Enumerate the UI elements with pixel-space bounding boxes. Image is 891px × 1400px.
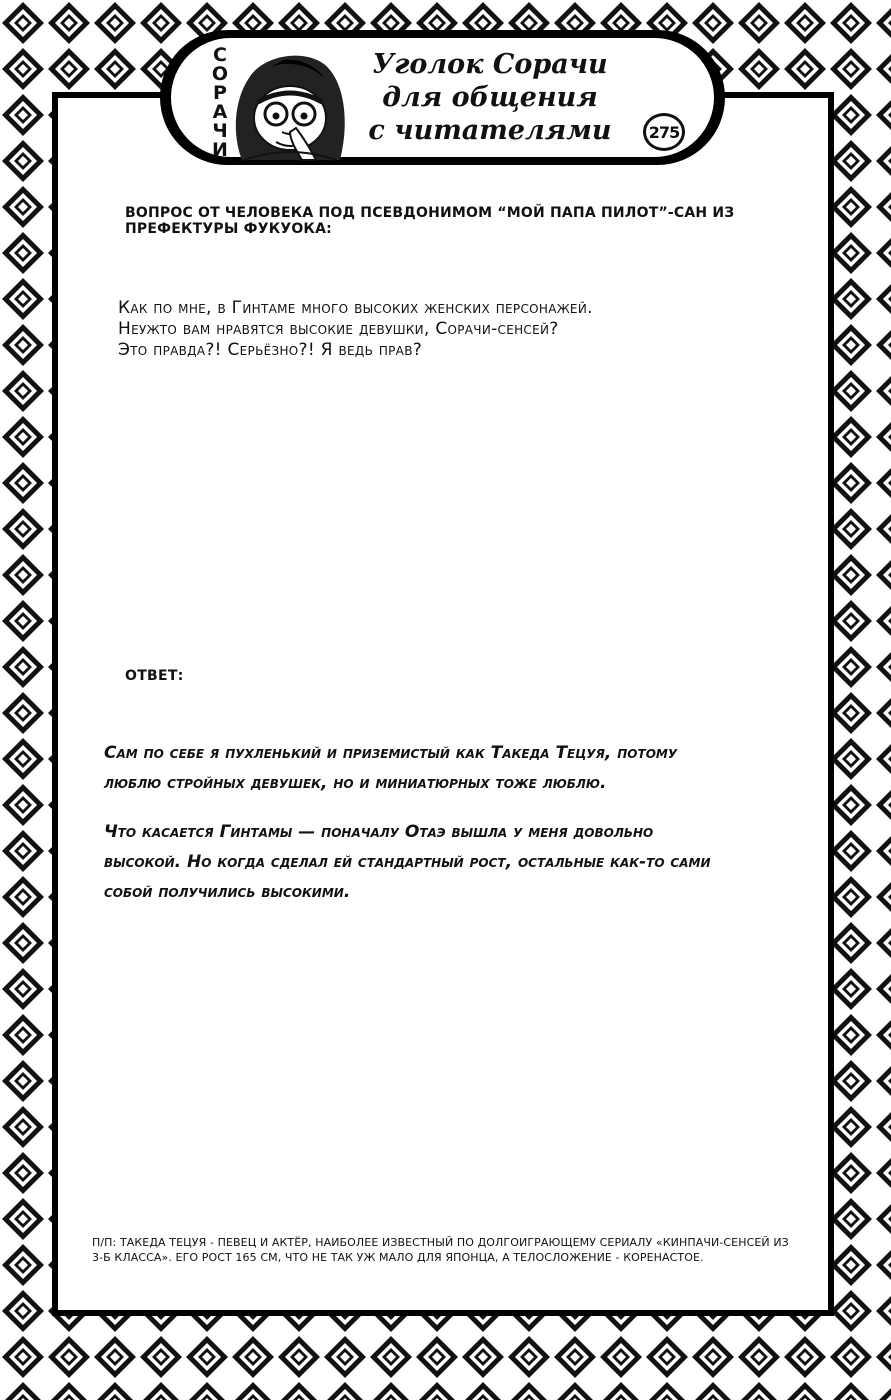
title-line: Уголок Сорачи bbox=[372, 49, 608, 80]
footnote-line: П/П: ТАКЕДА ТЕЦУЯ - ПЕВЕЦ И АКТЁР, НАИБОЛЕЕ ИЗВЕСТНЫЙ ПО ДОЛГОИГРАЮЩЕМУ СЕРИАЛУ «КИНПАЧИ-СЕНСЕЙ ИЗ bbox=[92, 1236, 789, 1249]
question-line: Неужто вам нравятся высокие девушки, Сорачи-сенсей? bbox=[118, 319, 559, 339]
answer-body bbox=[104, 738, 804, 926]
answer-line: Что касается Гинтамы — поначалу Отаэ вышла у меня довольно bbox=[104, 822, 654, 842]
side-label-letter: Ч bbox=[212, 120, 228, 142]
side-label-letter: А bbox=[212, 101, 228, 123]
question-line: Это правда?! Серьёзно?! Я ведь прав? bbox=[118, 340, 423, 360]
header-title bbox=[360, 48, 620, 147]
answer-line: люблю стройных девушек, но и миниатюрных тоже люблю. bbox=[104, 773, 607, 793]
issue-number-badge: 275 bbox=[643, 113, 685, 151]
answer-line: Сам по себе я пухленький и приземистый как Такеда Тецуя, потому bbox=[104, 743, 678, 763]
footnote-line: 3-Б КЛАССА». ЕГО РОСТ 165 СМ, ЧТО НЕ ТАК УЖ МАЛО ДЛЯ ЯПОНЦА, А ТЕЛОСЛОЖЕНИЕ - КОРЕНАСТОЕ. bbox=[92, 1251, 704, 1264]
answer-line: собой получились высокими. bbox=[104, 882, 351, 902]
answer-paragraph bbox=[104, 817, 804, 907]
answer-line: высокой. Но когда сделал ей стандартный рост, остальные как-то сами bbox=[104, 852, 711, 872]
side-label-letter: С bbox=[213, 44, 227, 66]
side-label-letter: О bbox=[211, 63, 229, 85]
answer-paragraph bbox=[104, 738, 804, 798]
side-label-letter: Р bbox=[213, 82, 227, 104]
question-label-line: ПРЕФЕКТУРЫ ФУКУОКА: bbox=[125, 221, 332, 237]
side-label-letter: И bbox=[212, 139, 228, 161]
translator-footnote bbox=[92, 1235, 812, 1265]
gorilla-avatar-icon bbox=[224, 40, 354, 162]
content-panel bbox=[52, 92, 834, 1316]
question-body bbox=[118, 298, 798, 361]
title-line: с читателями bbox=[368, 115, 612, 146]
title-line: для общения bbox=[382, 82, 598, 113]
question-label-line: ВОПРОС ОТ ЧЕЛОВЕКА ПОД ПСЕВДОНИМОМ “МОЙ ПАПА ПИЛОТ”-САН ИЗ bbox=[125, 205, 735, 221]
answer-label: ОТВЕТ: bbox=[125, 668, 184, 684]
question-line: Как по мне, в Гинтаме много высоких женских персонажей. bbox=[118, 298, 593, 318]
question-label bbox=[125, 205, 785, 237]
